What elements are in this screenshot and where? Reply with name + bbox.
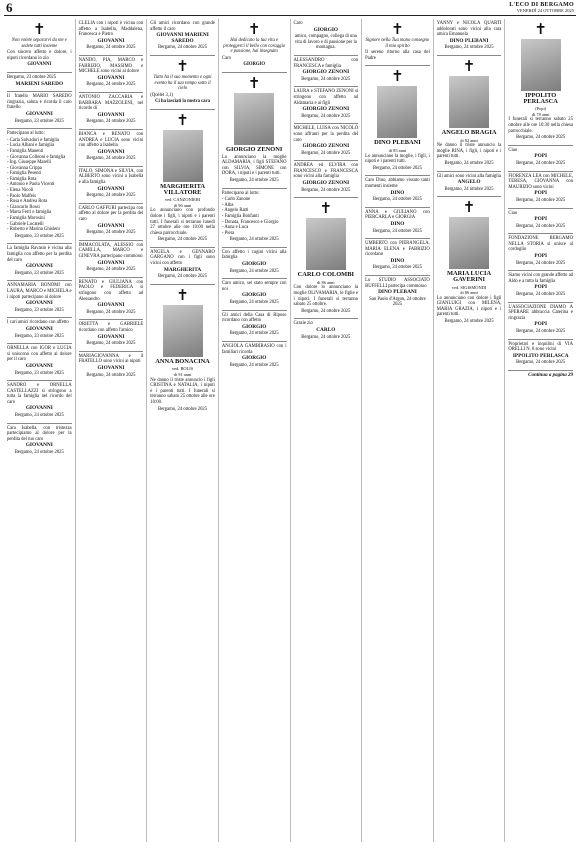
cross-icon: ✝ [176, 56, 189, 75]
participants-list: - Carla Salvadori e famiglia - Lucia Albani e famiglia - Famiglia Manenti - Giovanna Colleoni e famiglia - Ing. Giuseppe Marelli - Giovanna Crippa - Famiglia Pesenti - Famiglia Rota - Antonio e Paola Vicenti - Elena Nicoli - Paolo Maffeis - Rosa e Andrea Rota - Giancarlo Rossi - Marta Ferri e famiglia - Famiglia Morosini - Gabriele Locatelli - Roberto e Marina Ghisleni [7, 137, 66, 233]
deceased-name: GIOVANNI [97, 222, 125, 229]
deceased-photo [449, 217, 489, 269]
deceased-photo [163, 305, 203, 357]
deceased-name: GIORGIO ZENONI [302, 106, 350, 113]
notice-column-1 [4, 19, 76, 842]
notice-date: Bergamo, 24 ottobre 2025 [372, 197, 422, 203]
notice-text: Ciao [508, 147, 518, 153]
notice-quote: Non volete separarvi da me e sedete tutti insieme [11, 38, 67, 49]
deceased-photo [234, 93, 274, 145]
notice-text: Partecipano al lutto: [221, 190, 260, 196]
notice-date: Bergamo, 24 ottobre 2025 [516, 160, 566, 166]
notice-text: Con sincero affetto e dolore, i nipoti ricordano lo zio [7, 50, 72, 61]
notice-date: Bergamo, 24 ottobre 2025 [301, 187, 351, 193]
cross-icon: ✝ [462, 198, 476, 217]
deceased-name: GIOVANNI [25, 300, 53, 307]
notice-text: L'ASSOCIAZIONE DIAMO A SPERARE abbraccia Caterina e ringrazia [508, 304, 573, 321]
notice-text: Lo STUDIO ASSOCIATO BUFFELLI partecipa commosso [365, 278, 430, 289]
deceased-name: POPI [534, 321, 548, 328]
notice-text: RENATO e GIULIANA con PAOLO e FEDERICA si stringono con affetto ad Alessandro [78, 279, 144, 302]
deceased-name: ANGELO BRAGIA [441, 128, 497, 136]
notice-text: Caro [293, 21, 303, 26]
deceased-name: DINO PLEBANI [374, 139, 421, 147]
deceased-name: GIORGIO [241, 261, 267, 268]
notice-date: Bergamo, 23 ottobre 2025 [14, 233, 64, 239]
obituary-notice [294, 56, 359, 87]
notice-text: Bergamo, 23 ottobre 2025 [7, 74, 57, 80]
notice-text: SANDRO e ORNELLA CASTELLAZZI si stringono a tutta la famiglia nel ricordo del caro [7, 383, 72, 405]
notice-date: Bergamo, 23 ottobre 2025 [14, 333, 64, 339]
notice-text: Lo annunciano con dolore i figli GIANLUIGI con MILENA, MARIA GRAZIA, i nipoti e i parenti tutti. [436, 295, 502, 318]
notice-date: Bergamo, 24 ottobre 2025 [301, 76, 351, 82]
obituary-notice [508, 19, 573, 146]
obituary-notice [222, 279, 287, 310]
obituary-notice [508, 303, 573, 340]
deceased-name: GIOVANNI [97, 333, 125, 340]
publication-date: VENERDÌ 24 OTTOBRE 2025 [516, 8, 574, 13]
notice-date: Bergamo, 24 ottobre 2025 [372, 165, 422, 171]
deceased-name: POPI [534, 153, 548, 160]
notice-date: Bergamo, 24 ottobre 2025 [516, 329, 566, 334]
deceased-age: di 86 anni [460, 290, 478, 296]
notice-date: amico, compagno, collega di una vita di lavoro e di passione per la montagna. [294, 34, 357, 51]
obituary-notice [222, 189, 287, 248]
obituary-notice [222, 73, 287, 189]
notice-signature: Ci ha lasciati la nostra cara [155, 99, 210, 105]
deceased-name: IPPOLITO PERLASCA [523, 92, 558, 105]
notice-signature: GIOVANNI [27, 62, 52, 68]
obituary-notice [150, 110, 215, 248]
deceased-name: GIOVANNI [97, 148, 125, 155]
notice-date: Bergamo, 24 ottobre 2025 [516, 360, 566, 366]
obituary-notice [294, 87, 359, 124]
deceased-name: GIORGIO ZENONI [302, 180, 350, 187]
notice-text: Lo annunciano la moglie, i figli, i nipoti e i parenti tutti. [365, 153, 430, 165]
notice-date: Bergamo, 24 ottobre 2025 [86, 45, 136, 51]
obituary-notice [437, 197, 502, 328]
deceased-name: ANNA BONACINA [155, 357, 210, 365]
notice-column-3 [147, 19, 219, 842]
notice-text: YANNY e NICOLA QUARTI addolorati sono vicini alla cara amica Emanuela [436, 21, 502, 38]
deceased-name: GIOVANNI [97, 37, 125, 44]
notice-text: Lo annunciano con profondo dolore i figli, i nipoti e i parenti tutti. I funerali si terranno lunedì 27 ottobre alle ore 10:00 nella chiesa parrocchiale. [150, 208, 215, 236]
obituary-notice [79, 93, 144, 130]
notice-text: Con dolore lo annunciano la moglie OLIVAMARIA, le figlie e i nipoti. I funerali si terranno sabato 25 ottobre. [293, 285, 359, 308]
deceased-name: GIOVANNI [97, 185, 125, 192]
deceased-name: GIORGIO [241, 292, 267, 299]
continued-note: Continua a pagina 29 [528, 372, 573, 378]
notice-text: ORNELLA con IGOR e LUCIA si uniscono con affetto al dolore per il caro [7, 346, 72, 363]
notice-column-8 [505, 19, 576, 842]
notice-date: Bergamo, 24 ottobre 2025 [516, 197, 566, 203]
deceased-age: di 82 anni [460, 137, 478, 143]
notice-date: Bergamo, 24 ottobre 2025 [86, 156, 136, 162]
masthead [509, 2, 574, 14]
deceased-photo [163, 130, 203, 182]
notice-date: Bergamo, 24 ottobre 2025 [516, 135, 566, 141]
notice-column-6 [362, 19, 434, 842]
obituary-notice [508, 271, 573, 302]
deceased-name: POPI [534, 253, 548, 260]
notice-text: ANNA e GIULIANO con PIERCARLA e GIORGIA [365, 209, 430, 221]
notice-date: Bergamo, 24 ottobre 2025 [86, 309, 136, 315]
deceased-name: GIOVANNI [97, 74, 125, 81]
deceased-name: DINO [390, 220, 405, 227]
notice-date: Bergamo, 24 ottobre 2025 [444, 45, 494, 51]
obituary-notice [365, 19, 430, 66]
obituary-notice [7, 281, 72, 318]
notice-date: Bergamo, 24 ottobre 2025 [158, 274, 208, 280]
notice-date: Bergamo, 23 ottobre 2025 [14, 370, 64, 376]
obituary-notice [7, 19, 72, 73]
obituary-notice [7, 129, 72, 244]
obituary-notice [222, 19, 287, 73]
notice-date: Bergamo, 24 ottobre 2025 [158, 406, 208, 412]
notice-text: I cari amici ricordano con affetto [7, 320, 69, 326]
notice-date: Bergamo, 24 ottobre 2025 [86, 193, 136, 199]
obituary-notice [7, 244, 72, 281]
notice-text: ALESSANDRO con FRANCESCA e famiglia [293, 57, 359, 69]
obituary-notice [150, 285, 215, 416]
notice-date: Bergamo, 24 ottobre 2025 [229, 362, 279, 368]
obituary-notice [150, 248, 215, 285]
obituary-notice [150, 56, 215, 110]
notice-date: Bergamo, 23 ottobre 2025 [14, 307, 64, 313]
deceased-name: DINO [390, 189, 405, 196]
notice-date: Bergamo, 24 ottobre 2025 [229, 177, 279, 183]
notice-date: Bergamo, 24 ottobre 2025 [86, 341, 136, 347]
notice-text: ANTONIO ZACCARIA e BARBARA MAZZOLENI, nel ricordo di [78, 94, 144, 112]
notice-text: NANDO, PIA, MARCO e FABRIZIO, MASSIMO e MICHELE sono vicini al dolore [78, 57, 144, 75]
notice-text: Grazie zio [293, 321, 313, 327]
obituary-notice [365, 239, 430, 276]
notice-date: Bergamo, 24 ottobre 2025 [444, 186, 494, 192]
deceased-name: GIORGIO [241, 323, 267, 330]
obituary-notice [365, 176, 430, 207]
notice-text: Lo annunciano la moglie ALDAMARIA, i figli STEFANO con SILVIA, SIMONE con DORA, i nipoti e i parenti tutti. [221, 154, 287, 177]
notice-text: UMBERTO con PIERANGELA, MARIA ELENA e FABRIZIO ricordano [365, 241, 430, 258]
obituary-notice [508, 172, 573, 209]
notice-text: BIANCA e RENATO con ANDREA e LUCIA sono vicini con affetto a Isabella [78, 131, 144, 149]
notice-text: FONDAZIONE BERGAMO NELLA STORIA si unisce al cordoglio [508, 236, 573, 253]
notice-text: Proprietari e inquilini di VIA ORELLI N. 8 sono vicini [508, 341, 573, 353]
notice-date: Bergamo, 24 ottobre 2025 [229, 237, 279, 243]
deceased-name: GIOVANNI [25, 325, 53, 332]
notice-text: MARIAGIOVANNA e il FRATELLO sono vicini ai nipoti [78, 353, 144, 365]
deceased-name: MARIENI SAREDO [15, 80, 64, 87]
deceased-name: GIORGIO [313, 26, 339, 33]
notice-date: Bergamo, 24 ottobre 2025 [229, 331, 279, 337]
notice-text: ANGIOLA GAMBIRASIO con i familiari ricorda [221, 344, 287, 355]
cross-icon: ✝ [319, 199, 333, 218]
deceased-name: GIORGIO ZENONI [302, 69, 350, 76]
obituary-notice [150, 19, 215, 56]
deceased-name: GIOVANNI MARIENI SAREDO [156, 32, 209, 44]
notice-text: Caro Dino, abbiamo vissuto tanti momenti insieme [365, 178, 430, 189]
notice-text: CARLO GAFFURI partecipa con affetto al dolore per la perdita del caro [78, 205, 144, 223]
page-number: 6 [6, 0, 13, 15]
obituary-notice [294, 161, 359, 198]
notice-text: Caro [221, 55, 231, 61]
deceased-name: GIORGIO ZENONI [226, 145, 283, 153]
notice-text: FIORENZA LEA con MICHELE, TERESA, GIOVANNA con MAURIZIO sono vicini [508, 173, 573, 190]
obituary-notice [79, 19, 144, 56]
notice-text: LAURA e STEFANO ZENONI si stringono con affetto ad Aldamaria e ai figli [293, 89, 359, 106]
notice-text: Cara Isabella, con tristezza partecipiamo al dolore per la perdita del tuo caro [7, 425, 72, 442]
notice-date: Bergamo, 24 ottobre 2025 [86, 372, 136, 378]
obituary-notice [7, 381, 72, 424]
obituary-notice [7, 424, 72, 460]
deceased-photo [521, 39, 561, 91]
notice-date: Bergamo, 24 ottobre 2025 [301, 113, 351, 119]
deceased-subtitle: ved. SIGISMONDI [451, 284, 487, 290]
deceased-age: di 86 anni [317, 279, 335, 285]
obituary-notice [294, 19, 359, 56]
obituary-notice [508, 340, 573, 371]
notice-text: Siamo vicini con grande affetto ad Aldo e a tutta la famiglia [508, 273, 573, 284]
notice-text: (Qoèlet 3,1) [150, 92, 173, 98]
notice-quote: Signore nella Tua mano consegno il mio spirito [365, 38, 430, 49]
deceased-name: GIORGIO ZENONI [302, 143, 350, 150]
participants-list: - Carlo Zanone - Alba - Angelo Ratti - Famiglia Bonfanti - Donata, Francesco e Giorgio - Anna e Luca - Piera [221, 197, 279, 236]
obituary-notice [79, 241, 144, 278]
notice-date: Bergamo, 24 ottobre 2025 [516, 260, 566, 266]
obituary-notice [79, 278, 144, 321]
notice-columns [4, 19, 576, 842]
cross-icon: ✝ [247, 73, 261, 92]
obituary-notice [294, 319, 359, 344]
page-header [4, 0, 576, 16]
deceased-name: CARLO COLOMBI [297, 271, 354, 279]
obituary-notice [294, 124, 359, 161]
deceased-age: di 96 anni [173, 202, 192, 208]
notice-text: ITALO, SIMONA e SILVIA, con ALBERTO sono vicini a Isabella e alla famiglia [78, 168, 144, 186]
notice-text: Caro amico, sei stato sempre con noi [221, 281, 287, 292]
deceased-name: IPPOLITO PERLASCA [512, 352, 569, 359]
obituary-notice [79, 167, 144, 204]
obituary-notice [294, 198, 359, 319]
notice-text: I funerali si terranno sabato 25 ottobre alle ore 10:30 nella chiesa parrocchiale. [508, 117, 573, 134]
deceased-name: DINO PLEBANI [378, 289, 417, 296]
notice-text: Ne danno il triste annuncio la moglie RINA, i figli, i nipoti e i parenti tutti. [436, 143, 502, 160]
notice-text: Il fratello MARIO SAREDO ringrazia, saluta e ricorda il caro fratello [7, 94, 72, 111]
obituary-notice [79, 204, 144, 241]
deceased-name: GIOVANNI [25, 110, 53, 117]
deceased-age: di 91 anni [173, 372, 192, 378]
deceased-name: GIOVANNI [25, 362, 53, 369]
deceased-name: POPI [534, 284, 548, 291]
deceased-name: MARGHERITA VILLATORE [160, 182, 206, 196]
notice-date: Bergamo, 24 ottobre 2025 [301, 150, 351, 156]
notice-quote: Hai dedicato la tua vita e proteggerci il bello con coraggio e passione, hai insegnato [223, 38, 286, 55]
notice-date: Bergamo, 24 ottobre 2025 [158, 45, 208, 51]
obituary-notice [437, 56, 502, 172]
notice-date: Bergamo, 24 ottobre 2025 [229, 300, 279, 306]
notice-date: Bergamo, 24 ottobre 2025 [516, 292, 566, 298]
notice-column-4 [219, 19, 291, 842]
notice-text: ORIETTA e GABRIELE ricordano con affetto l'amico [78, 322, 144, 333]
deceased-name: GIOVANNI [25, 263, 53, 270]
notice-text: IMMACOLATA, ALESSIO con CAMILLA, MARCO e GINEVRA partecipano commossi [78, 242, 144, 259]
deceased-name: GIORGIO [241, 355, 267, 362]
notice-date: Bergamo, 23 ottobre 2025 [14, 270, 64, 276]
obituary-notice [79, 56, 144, 93]
deceased-subtitle: (Popi) [535, 106, 547, 112]
obituary-notice [79, 352, 144, 382]
deceased-name: DINO [390, 257, 405, 264]
obituary-notice [7, 344, 72, 381]
deceased-name: POPI [534, 216, 548, 223]
obituary-notice [365, 208, 430, 239]
deceased-name: DINO PLEBANI [449, 37, 489, 44]
notice-date: Bergamo, 24 ottobre 2025 [444, 160, 494, 166]
deceased-name: GIOVANNI [25, 442, 53, 449]
obituary-notice [437, 19, 502, 56]
obituary-notice [508, 234, 573, 271]
deceased-name: MARIA LUCIA GAVERINI [446, 270, 492, 283]
obituary-notice [7, 73, 72, 92]
deceased-name: POPI [534, 190, 548, 197]
deceased-photo [377, 86, 417, 138]
deceased-name: GIOVANNI [97, 259, 125, 266]
obituary-notice [365, 276, 430, 312]
obituary-notice [222, 342, 287, 372]
obituary-notice [79, 130, 144, 167]
cross-icon: ✝ [391, 67, 404, 86]
notice-date: Bergamo, 24 ottobre 2025 [86, 230, 136, 236]
notice-date: Bergamo, 24 ottobre 2025 [86, 119, 136, 125]
obituary-notice [365, 66, 430, 176]
notice-date: Bergamo, 23 ottobre 2025 [14, 118, 64, 124]
notice-quote: Tutto ha il suo momento e ogni evento ha il suo tempo sotto il cielo [153, 74, 212, 92]
cross-icon: ✝ [534, 20, 547, 38]
notice-text: Gli amici della Casa di Riposo ricordano con affetto [221, 312, 287, 324]
deceased-name: GIOVANNI [97, 111, 125, 118]
notice-date: Bergamo, 24 ottobre 2025 [14, 450, 64, 456]
cross-icon: ✝ [247, 20, 261, 38]
notice-column-2 [76, 19, 148, 842]
deceased-photo [449, 76, 489, 128]
deceased-subtitle: ved. BOLIS [171, 366, 194, 372]
deceased-name: GIOVANNI [97, 302, 125, 309]
cross-icon: ✝ [33, 20, 46, 38]
obituary-notice [222, 248, 287, 279]
notice-column-5 [291, 19, 363, 842]
notice-text: Ciao [508, 210, 518, 216]
notice-date: Bergamo, 24 ottobre 2025 [301, 334, 351, 340]
notice-date: Bergamo, 24 ottobre 2025 [372, 228, 422, 234]
notice-date: Bergamo, 24 ottobre 2025 [86, 267, 136, 273]
deceased-subtitle: ved. CANZONIERI [164, 197, 201, 203]
notice-text: MICHELE, LUISA con NICOLÒ sono affranti per la perdita del caro [293, 126, 359, 143]
notice-date: Bergamo, 24 ottobre 2025 [229, 268, 279, 274]
deceased-name: CARLO [316, 327, 336, 333]
notice-text: Partecipano al lutto: [7, 131, 45, 137]
notice-text: ANNAMARIA BONOMI con LAURA, MARCO e MICHELA e i nipoti partecipano al dolore [7, 283, 72, 300]
notice-text: Gli amici sono vicini alla famiglia [436, 173, 501, 179]
notice-text: ANGELA e GENNARO GARGANO con i figli sono vicini con affetto [150, 249, 215, 267]
notice-date: San Paolo d'Argon, 24 ottobre 2025 [369, 296, 426, 308]
notice-text: Ne danno il triste annuncio i figli CRISTINA e NATALIA, i nipoti e i parenti tutti. I funerali si terranno sabato 25 ottobre alle ore 10:00. [150, 377, 215, 405]
notice-text: Gli amici ricordano con grande affetto il caro [150, 21, 215, 32]
notice-signature: GIORGIO [243, 62, 265, 68]
obituary-notice [437, 172, 502, 198]
notice-text: ANDREA ed ELVIRA con FRANCESCO e FRANCESCA sono vicini alla famiglia [293, 163, 359, 180]
notice-text: CLELIA con i nipoti è vicina con affetto a Isabella, Maddalena, Francesca e Pietro [78, 21, 144, 38]
cross-icon: ✝ [176, 110, 189, 129]
cross-icon: ✝ [391, 20, 404, 38]
deceased-name: MARGHERITA [163, 266, 202, 273]
deceased-name: GIOVANNI [25, 405, 53, 412]
notice-date: Bergamo, 24 ottobre 2025 [301, 308, 351, 314]
obituary-notice [222, 311, 287, 342]
obituary-notice [79, 320, 144, 351]
deceased-photo [306, 218, 346, 270]
obituary-notice [508, 209, 573, 235]
notice-date: Bergamo, 24 ottobre 2025 [158, 237, 208, 243]
deceased-name: GIOVANNI [97, 364, 125, 371]
deceased-age: di 85 anni [388, 147, 407, 153]
publication-name: L'ECO DI BERGAMO [509, 2, 574, 8]
deceased-age: di 78 anni [531, 111, 550, 117]
notice-text: Il sereno ritorno alla casa del Padre [365, 50, 430, 61]
cross-icon: ✝ [176, 285, 189, 304]
notice-date: Bergamo, 24 ottobre 2025 [372, 265, 422, 271]
notice-date: Bergamo, 24 ottobre 2025 [14, 413, 64, 419]
obituary-notice [7, 92, 72, 129]
notice-column-7 [434, 19, 506, 842]
notice-date: Bergamo, 24 ottobre 2025 [86, 82, 136, 88]
obituary-notice [508, 146, 573, 172]
notice-date: Bergamo, 24 ottobre 2025 [516, 223, 566, 229]
obituary-notice [7, 318, 72, 344]
notice-date: Bergamo, 24 ottobre 2025 [444, 319, 494, 325]
notice-text: Con affetto i cugini vicini alla famiglia [221, 249, 287, 261]
notice-text: La famiglia Ravasio è vicina alla famiglia con affetto per la perdita del caro [7, 246, 72, 263]
cross-icon: ✝ [462, 56, 476, 75]
deceased-name: ANGELO [457, 179, 481, 186]
